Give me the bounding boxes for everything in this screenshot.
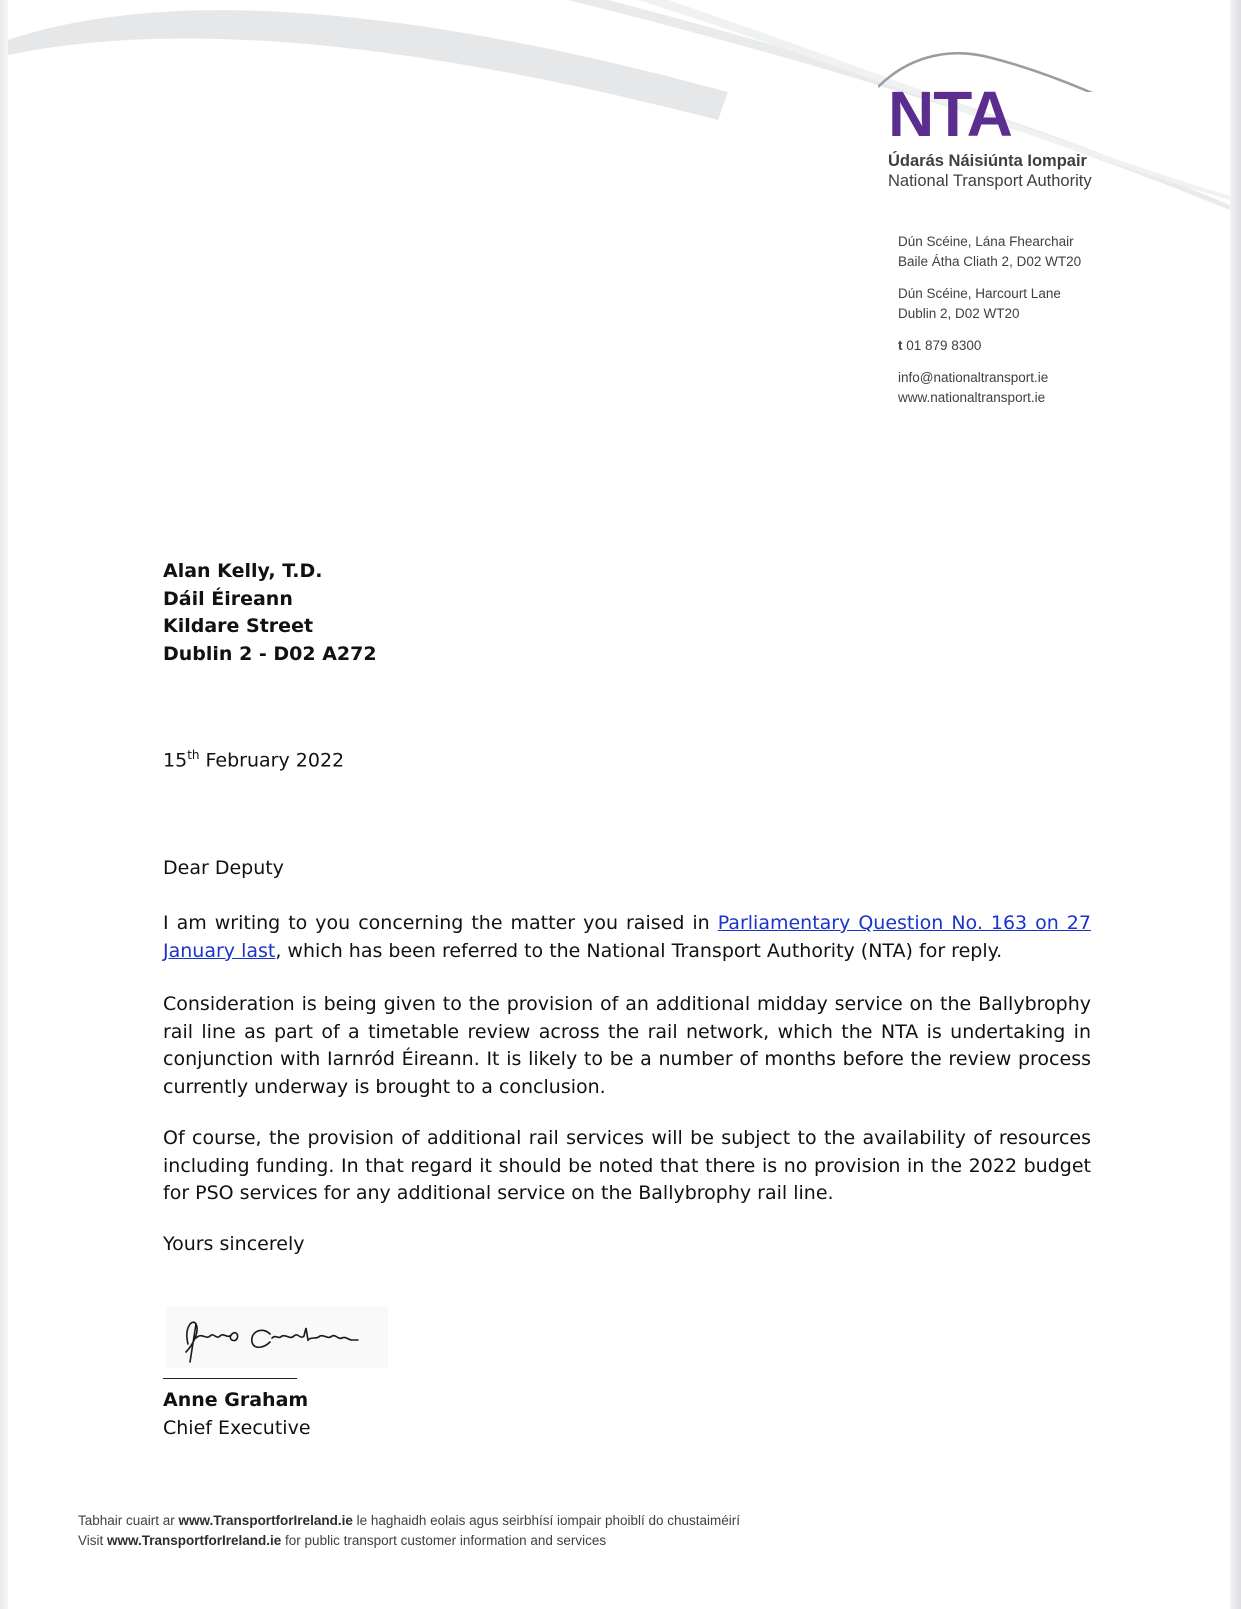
signer-title: Chief Executive [163, 1417, 311, 1439]
p1-text-after: , which has been referred to the National Transport Authority (NTA) for reply. [275, 939, 1003, 962]
footer-site-link[interactable]: www.TransportforIreland.ie [107, 1533, 282, 1548]
logo-letters: NTA [888, 78, 1012, 150]
signature-line [163, 1378, 297, 1379]
footer-line-english [78, 1533, 606, 1548]
footer-line-irish [78, 1513, 740, 1528]
paragraph-3: Of course, the provision of additional rail services will be subject to the availability of resources including funding. In that regard it should be noted that there is no provision in the 2022 budget for PSO services for any additional service on the Ballybrophy rail line. [163, 1127, 1091, 1204]
recipient-line: Alan Kelly, T.D. [163, 560, 323, 582]
footer-english-after: for public transport customer information and services [281, 1533, 607, 1548]
nta-logo [888, 52, 1128, 197]
address-english-line: Dún Scéine, Harcourt Lane [898, 286, 1061, 301]
contact-block [898, 368, 1048, 408]
date-suffix: th [187, 748, 200, 762]
footer-site-link[interactable]: www.TransportforIreland.ie [178, 1513, 353, 1528]
pq-link[interactable]: Parliamentary Question No. 163 on 27 January last [163, 912, 1091, 962]
date-rest: February 2022 [205, 749, 345, 772]
salutation: Dear Deputy [163, 857, 284, 879]
letter-page [8, 0, 1230, 1609]
phone-prefix: t [898, 338, 903, 353]
p1-text-before: I am writing to you concerning the matter you raised in [163, 912, 718, 934]
footer-english-before: Visit [78, 1533, 108, 1548]
address-irish-line: Dún Scéine, Lána Fhearchair [898, 234, 1074, 249]
recipient-line: Dublin 2 - D02 A272 [163, 642, 377, 665]
signer-name: Anne Graham [163, 1389, 309, 1411]
closing: Yours sincerely [163, 1233, 305, 1255]
paragraph-2: Consideration is being given to the provision of an additional midday service on the Ballybrophy rail line as part of a timetable review across the rail network, which the NTA is undertaking in conjunction with Iarnród Éireann. It is likely to be a number of months before the review process currently underway is brought to a conclusion. [163, 993, 1091, 1098]
email-link[interactable]: info@nationaltransport.ie [898, 370, 1049, 385]
recipient-line: Dáil Éireann [163, 587, 293, 610]
page-edge-right [1229, 0, 1241, 1609]
recipient-address [163, 558, 377, 668]
org-name-english: National Transport Authority [888, 172, 1092, 190]
letter-date [163, 748, 344, 771]
footer-irish-after: le haghaidh eolais agus seirbhísí iompair phoiblí do chustaiméirí [352, 1513, 741, 1528]
address-irish-line: Baile Átha Cliath 2, D02 WT20 [898, 254, 1082, 269]
address-english-line: Dublin 2, D02 WT20 [898, 306, 1020, 321]
paragraph-1 [163, 910, 1091, 965]
page-edge-left [0, 0, 8, 1609]
recipient-line: Kildare Street [163, 615, 314, 637]
org-name-irish: Údarás Náisiúnta Iompair [888, 152, 1087, 170]
address-irish [898, 232, 1081, 272]
address-english [898, 284, 1061, 324]
handwritten-signature [166, 1306, 388, 1368]
website-link[interactable]: www.nationaltransport.ie [898, 390, 1046, 405]
footer-irish-before: Tabhair cuairt ar [78, 1513, 179, 1528]
phone-number: 01 879 8300 [906, 338, 982, 353]
date-day: 15 [163, 749, 188, 772]
phone-line [898, 336, 981, 356]
